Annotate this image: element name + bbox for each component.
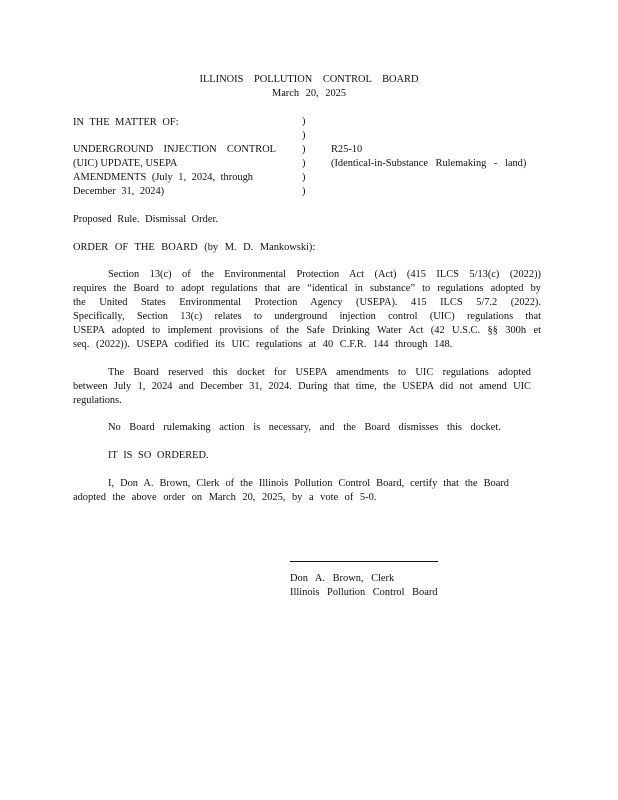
- paragraph-line: The Board reserved this docket for USEPA amendments to UIC regulations adopted: [108, 367, 531, 378]
- paragraph-dismissal: No Board rulemaking action is necessary, and the Board dismisses this docket.: [108, 422, 501, 433]
- document-type: Proposed Rule. Dismissal Order.: [73, 214, 218, 225]
- caption-line: UNDERGROUND INJECTION CONTROL: [73, 144, 276, 155]
- paren: ): [302, 144, 306, 155]
- caption-line: December 31, 2024): [73, 186, 165, 197]
- order-author: ORDER OF THE BOARD (by M. D. Mankowski):: [73, 242, 316, 253]
- clerk-organization: Illinois Pollution Control Board: [290, 587, 438, 598]
- paragraph-line: the United States Environmental Protection Agency (USEPA). 415 ILCS 5/7.2 (2022).: [73, 297, 541, 308]
- paren: ): [302, 130, 306, 141]
- paren: ): [302, 172, 306, 183]
- caption-line: (UIC) UPDATE, USEPA: [73, 158, 178, 169]
- signature-line: [290, 561, 438, 562]
- order-date: March 20, 2025: [271, 88, 347, 99]
- paragraph-reserved: [73, 366, 531, 408]
- paragraph-certification: [73, 477, 509, 505]
- paragraph-line: regulations.: [73, 395, 122, 406]
- paragraph-line: requires the Board to adopt regulations that are “identical in substance” to regulations adopted by: [73, 283, 541, 294]
- docket-description: (Identical-in-Substance Rulemaking - land): [331, 158, 527, 169]
- clerk-name: Don A. Brown, Clerk: [290, 573, 395, 584]
- matter-heading: IN THE MATTER OF:: [73, 117, 179, 128]
- paragraph-line: seq. (2022)). USEPA codified its UIC regulations at 40 C.F.R. 144 through 148.: [73, 339, 453, 350]
- paragraph-so-ordered: IT IS SO ORDERED.: [108, 450, 209, 461]
- board-title: ILLINOIS POLLUTION CONTROL BOARD: [199, 74, 419, 85]
- paragraph-line: I, Don A. Brown, Clerk of the Illinois Pollution Control Board, certify that the Board: [108, 478, 509, 489]
- paragraph-line: USEPA adopted to implement provisions of the Safe Drinking Water Act (42 U.S.C. §§ 300h et: [73, 325, 541, 336]
- caption-line: AMENDMENTS (July 1, 2024, through: [73, 172, 253, 183]
- docket-number: R25-10: [331, 144, 363, 155]
- paragraph-line: Section 13(c) of the Environmental Protection Act (Act) (415 ILCS 5/13(c) (2022)): [108, 269, 541, 280]
- paragraph-line: between July 1, 2024 and December 31, 2024. During that time, the USEPA did not amend UIC: [73, 381, 531, 392]
- paren: ): [302, 158, 306, 169]
- paren: ): [302, 186, 306, 197]
- paren: ): [302, 116, 306, 127]
- paragraph-authority: [73, 268, 541, 352]
- paragraph-line: Specifically, Section 13(c) relates to underground injection control (UIC) regulations that: [73, 311, 541, 322]
- paragraph-line: adopted the above order on March 20, 2025, by a vote of 5-0.: [73, 492, 377, 503]
